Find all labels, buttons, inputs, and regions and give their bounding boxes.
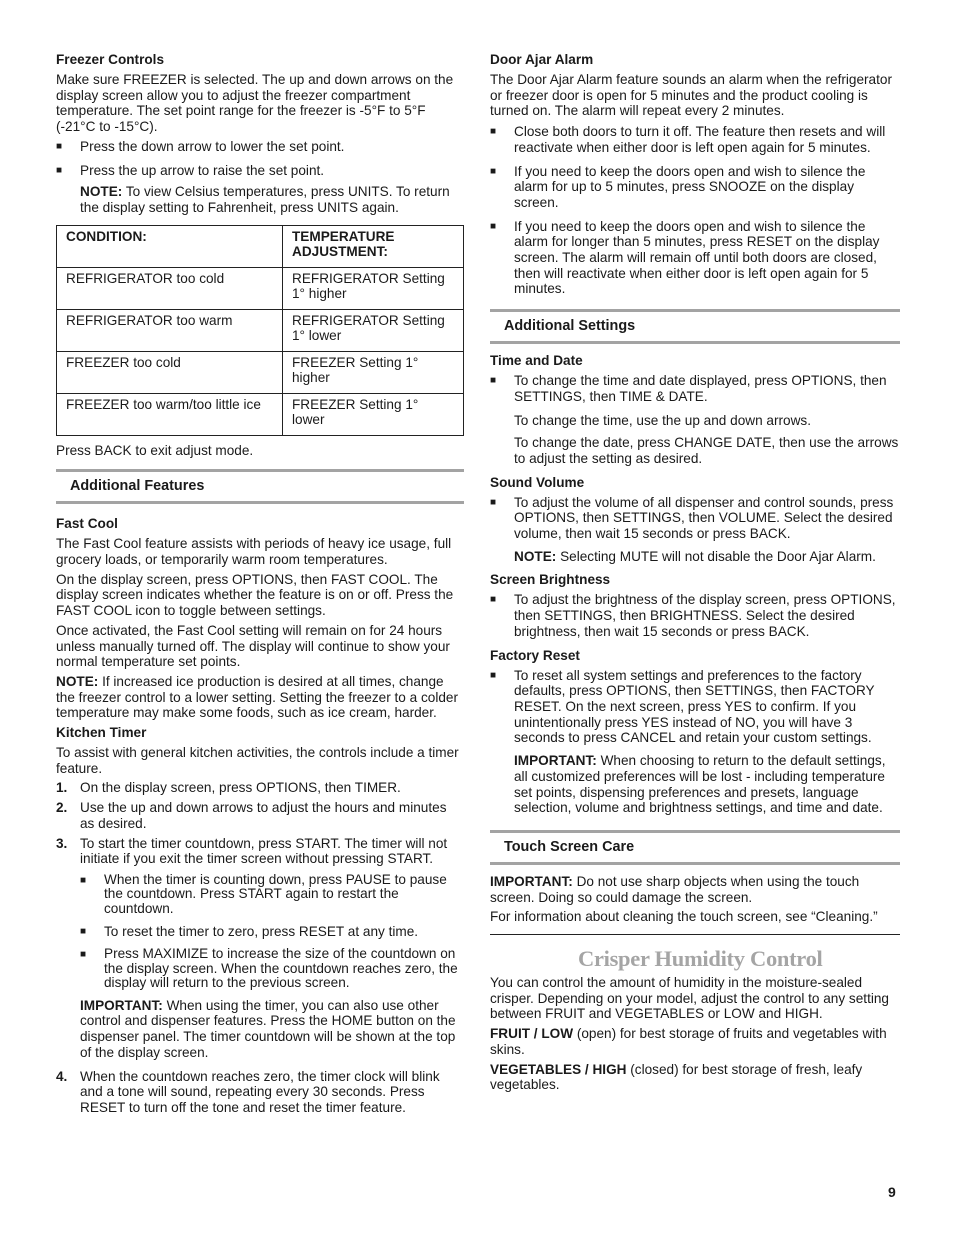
list-item: ■ To adjust the brightness of the display screen, press OPTIONS, then SETTINGS, then BRIGHTNESS. Select the desired brightness, then wait 15 seconds or press BACK. (490, 592, 896, 639)
fast-cool-note: NOTE: If increased ice production is desired at all times, change the freezer control to a lower setting. Setting the freezer to a colder temperature may make some foods, such as ice cream, harder. (56, 673, 458, 721)
table-cell: FREEZER Setting 1° lower (283, 393, 464, 435)
bullet-icon: ■ (490, 669, 497, 681)
freezer-note: NOTE: To view Celsius temperatures, press UNITS. To return the display setting to Fahrenheit, press UNITS again. (80, 184, 450, 215)
door-ajar-heading: Door Ajar Alarm (490, 52, 594, 67)
kitchen-timer-intro: To assist with general kitchen activities, the controls include a timer feature. (56, 745, 459, 776)
table-cell: FREEZER Setting 1° higher (283, 351, 464, 393)
right-column (490, 52, 900, 1093)
kitchen-timer-heading: Kitchen Timer (56, 725, 147, 741)
additional-settings-section-header: Additional Settings (490, 309, 900, 344)
fast-cool-p2: On the display screen, press OPTIONS, then FAST COOL. The display screen indicates whether the feature is on or off. Press the FAST COOL icon to toggle between settings. (56, 571, 454, 619)
crisper-vegetables: VEGETABLES / HIGH (closed) for best storage of fresh, leafy vegetables. (490, 1061, 863, 1093)
bullet-icon: ■ (56, 164, 63, 176)
table-header-cell: CONDITION: (57, 225, 283, 267)
list-item: ■ Press the up arrow to raise the set point. (56, 162, 325, 178)
list-item: 4. When the countdown reaches zero, the timer clock will blink and a tone will sound, repeating every 30 seconds. Press RESET to turn off the tone and reset the timer feature. (56, 1068, 440, 1115)
touch-screen-info: For information about cleaning the touch screen, see “Cleaning.” (490, 909, 878, 925)
list-item: ■ To reset all system settings and preferences to the factory defaults, press OPTIONS, then SETTINGS, then FACTORY RESET. On the next screen, press YES to confirm. If you unintentionally press YES instead of NO, you will have 3 seconds to press CANCEL and retain your custom settings. (490, 667, 875, 746)
list-item: 3. To start the timer countdown, press START. The timer will not initiate if you exit the timer screen without pressing START. (56, 835, 448, 867)
table-cell: REFRIGERATOR too warm (57, 309, 283, 351)
freezer-controls-heading: Freezer Controls (56, 52, 165, 67)
list-item: ■ Close both doors to turn it off. The feature then resets and will reactivate when either door is left open again for 5 minutes. (490, 124, 886, 155)
section-divider (490, 934, 900, 935)
list-item: ■ Press the down arrow to lower the set point. (56, 138, 345, 154)
bullet-icon: ■ (56, 140, 63, 152)
sound-volume-heading: Sound Volume (490, 474, 585, 490)
list-item: ■ If you need to keep the doors open and wish to silence the alarm for up to 5 minutes, press SNOOZE on the display screen. (490, 163, 866, 210)
bullet-icon: ■ (490, 165, 497, 177)
list-item: ■ If you need to keep the doors open and wish to silence the alarm for longer than 5 minutes, press RESET on the display screen. The alarm will remain off until both doors are closed, then will reactivate when either door is left open again for 5 minutes. (490, 218, 880, 297)
time-date-p2: To change the date, press CHANGE DATE, then use the arrows to adjust the setting as desired. (514, 435, 899, 466)
table-header-cell: TEMPERATURE ADJUSTMENT: (283, 225, 464, 267)
table-header-row (57, 225, 464, 267)
list-item: 2. Use the up and down arrows to adjust the hours and minutes as desired. (56, 800, 447, 831)
factory-reset-important: IMPORTANT: When choosing to return to the default settings, all customized preferences will be lost - including temperature set points, dispensing preferences and presets, language selection, volume and brightness settings, and time and date. (514, 753, 886, 816)
table-cell: FREEZER too warm/too little ice (57, 393, 283, 435)
screen-brightness-heading: Screen Brightness (490, 572, 611, 588)
page-number: 9 (888, 1184, 896, 1200)
table-row (57, 309, 464, 351)
sound-volume-note: NOTE: Selecting MUTE will not disable the Door Ajar Alarm. (514, 548, 876, 564)
list-item: ■ To reset the timer to zero, press RESET at any time. (80, 924, 419, 940)
table-row (57, 351, 464, 393)
freezer-controls-intro: Make sure FREEZER is selected. The up and down arrows on the display screen allow you to adjust the freezer compartment temperature. The set point range for the freezer is -5°F to 5°F (-21°C to -15°C). (56, 72, 454, 135)
crisper-title: Crisper Humidity Control (578, 946, 823, 972)
table-cell: FREEZER too cold (57, 351, 283, 393)
door-ajar-intro: The Door Ajar Alarm feature sounds an alarm when the refrigerator or freezer door is open for 5 minutes and the product cooling is turned on. The alarm will repeat every 2 minutes. (490, 72, 892, 119)
list-item: ■ When the timer is counting down, press PAUSE to pause the countdown. Press START again to restart the countdown. (80, 871, 447, 916)
table-cell: REFRIGERATOR Setting 1° lower (283, 309, 464, 351)
fast-cool-p3: Once activated, the Fast Cool setting will remain on for 24 hours unless manually turned off. The display will continue to show your normal temperature set points. (56, 622, 450, 670)
factory-reset-heading: Factory Reset (490, 647, 580, 663)
time-date-p1: To change the time, use the up and down arrows. (514, 412, 811, 428)
bullet-icon: ■ (80, 926, 87, 938)
bullet-icon: ■ (490, 220, 497, 232)
list-item: ■ To change the time and date displayed, press OPTIONS, then SETTINGS, then TIME & DATE. (490, 373, 887, 404)
list-item: 1. On the display screen, press OPTIONS, then TIMER. (56, 780, 401, 796)
left-column (56, 52, 464, 1116)
bullet-icon: ■ (80, 874, 87, 886)
crisper-intro: You can control the amount of humidity in the moisture-sealed crisper. Depending on your model, adjust the control to any setting between FRUIT and VEGETABLES or LOW and HIGH. (490, 975, 889, 1022)
table-cell: REFRIGERATOR too cold (57, 267, 283, 309)
list-item: ■ To adjust the volume of all dispenser and control sounds, press OPTIONS, then SETTINGS, then VOLUME. Select the desired volume, then wait 15 seconds or press BACK. (490, 494, 894, 542)
table-row (57, 393, 464, 435)
time-date-heading: Time and Date (490, 353, 583, 369)
list-item: ■ Press MAXIMIZE to increase the size of the countdown on the display screen. When the countdown reaches zero, the display will return to the previous screen. (80, 946, 458, 991)
timer-important-note: IMPORTANT: When using the timer, you can also use other control and dispenser features. Press the HOME button on the dispenser panel. The timer countdown will be shown at the top of the display screen. (80, 997, 456, 1060)
bullet-icon: ■ (490, 375, 497, 387)
fast-cool-heading: Fast Cool (56, 516, 118, 532)
temperature-adjustment-table (56, 225, 464, 436)
table-cell: REFRIGERATOR Setting 1° higher (283, 267, 464, 309)
press-back-text: Press BACK to exit adjust mode. (56, 442, 254, 458)
bullet-icon: ■ (80, 949, 87, 961)
touch-screen-care-section-header: Touch Screen Care (490, 830, 900, 865)
fast-cool-p1: The Fast Cool feature assists with periods of heavy ice usage, full grocery loads, or temporarily warm room temperatures. (56, 536, 452, 568)
table-row (57, 267, 464, 309)
touch-screen-important: IMPORTANT: Do not use sharp objects when using the touch screen. Doing so could damage the screen. (490, 873, 860, 905)
additional-features-section-header: Additional Features (56, 469, 464, 504)
bullet-icon: ■ (490, 496, 497, 508)
bullet-icon: ■ (490, 126, 497, 138)
crisper-fruit: FRUIT / LOW (open) for best storage of fruits and vegetables with skins. (490, 1026, 887, 1057)
bullet-icon: ■ (490, 594, 497, 606)
